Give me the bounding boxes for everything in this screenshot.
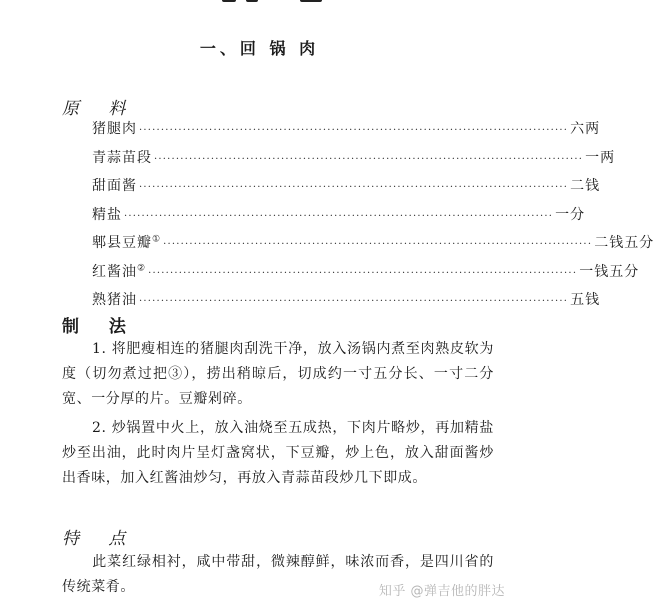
ingredient-name: 精盐 [92, 206, 122, 223]
ingredient-row [92, 204, 586, 233]
ingredient-amount: 五钱 [570, 292, 601, 308]
features-heading: 特 点 [62, 529, 138, 549]
dot-leader: ·································································································· [124, 210, 554, 222]
method-step-2: 2. 炒锅置中火上，放入油烧至五成热，下肉片略炒，再加精盐炒至出油，此时肉片呈灯盏窝状，下豆瓣，炒上色，放入甜面酱炒出香味，加入红酱油炒匀，再放入青蒜苗段炒几下即成。 [62, 420, 494, 486]
ingredient-row [92, 175, 601, 204]
ingredient-amount: 二钱五分 [594, 235, 654, 251]
ingredient-amount: 一分 [555, 206, 586, 223]
dot-leader: ·································································································· [139, 125, 569, 136]
method-step-1: 1. 将肥瘦相连的猪腿肉刮洗干净，放入汤锅内煮至肉熟皮软为度（切勿煮过把③），捞出稍晾后，切成约一寸五分长、一寸二分宽、一分厚的片。豆瓣剁碎。 [62, 341, 494, 407]
ingredient-row [92, 289, 601, 318]
dot-leader: ·································································································· [148, 267, 578, 279]
ingredient-name: 郫县豆瓣① [92, 234, 162, 251]
dot-leader: ·································································································· [163, 239, 593, 250]
recipe-title: 一、回 锅 肉 [199, 39, 320, 58]
ingredient-list [92, 118, 654, 318]
dot-leader: ·································································································· [154, 153, 584, 165]
ingredient-name: 猪腿肉 [92, 121, 137, 137]
ingredient-amount: 一两 [585, 149, 616, 166]
ingredient-row [92, 118, 601, 147]
dot-leader: ·································································································· [139, 296, 569, 307]
ingredient-name: 青蒜苗段 [92, 149, 152, 166]
ingredient-row [92, 147, 616, 176]
ingredient-amount: 二钱 [570, 178, 601, 194]
features-text: 此菜红绿相衬，咸中带甜，微辣醇鲜，味浓而香，是四川省的传统菜肴。 [62, 554, 494, 595]
dot-leader: ·································································································· [139, 182, 569, 193]
ingredient-name: 红酱油② [92, 262, 147, 280]
ingredients-heading: 原 料 [62, 99, 138, 119]
ingredient-name: 甜面酱 [92, 178, 137, 194]
ingredient-amount: 六两 [570, 121, 601, 137]
ingredient-name: 熟猪油 [92, 292, 137, 308]
ingredient-row [92, 261, 640, 290]
ingredient-amount: 一钱五分 [579, 263, 640, 280]
method-heading: 制 法 [62, 317, 138, 337]
ingredient-row [92, 232, 654, 261]
watermark: 知乎 @弹吉他的胖达 [378, 584, 505, 599]
cropped-header-fragment [0, 0, 519, 8]
